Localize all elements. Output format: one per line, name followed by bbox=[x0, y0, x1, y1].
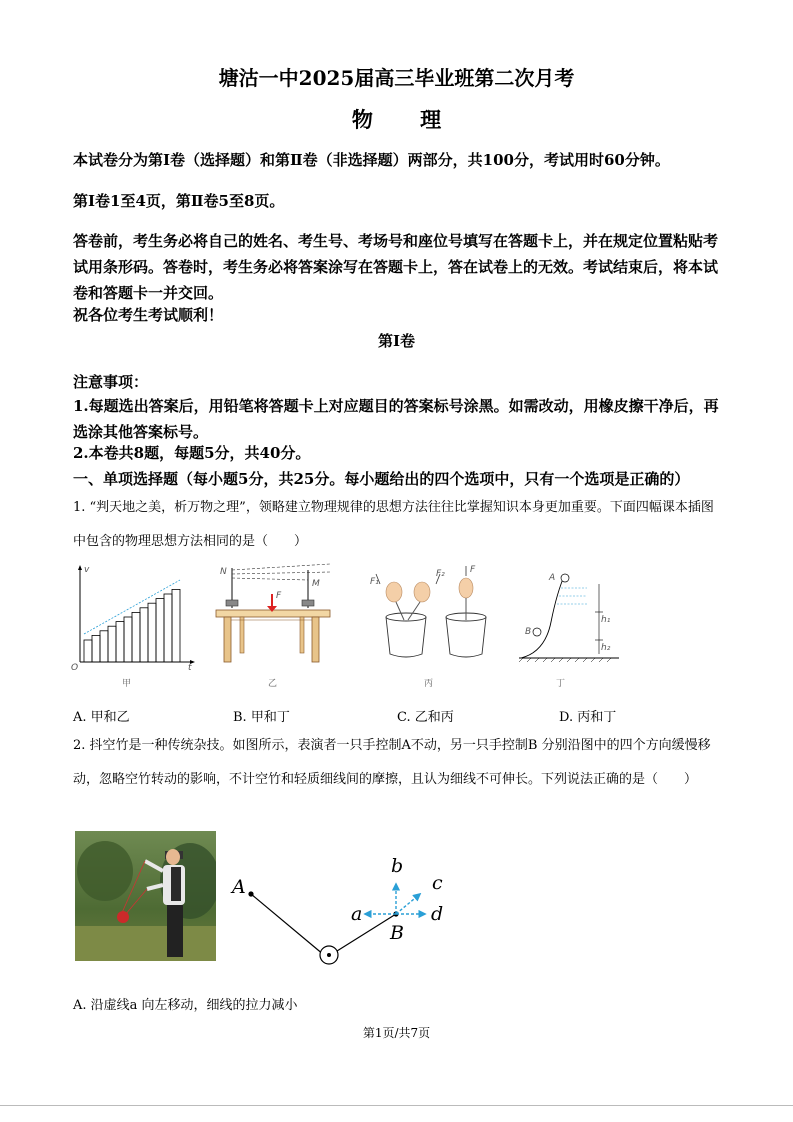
part-1-heading: 一、单项选择题（每小题5分，共25分。每小题给出的四个选项中，只有一个选项是正确的） bbox=[73, 470, 690, 488]
question-2-stem: 2. 抖空竹是一种传统杂技。如图所示，表演者一只手控制A不动，另一只手控制B 分别沿图中的四个方向缓慢移动，忽略空竹转动的影响，不计空竹和轻质细线间的摩擦，且认为细线不可伸长。下列说法正确的是（ ） bbox=[73, 738, 711, 787]
q1-option-b[interactable]: B. 甲和丁 bbox=[233, 710, 290, 725]
note-1: 1.每题选出答案后，用铅笔将答题卡上对应题目的答案标号涂黑。如需改动，用橡皮擦干净后，再选涂其他答案标号。 bbox=[73, 397, 719, 441]
figure-yi-label: 乙 bbox=[268, 679, 278, 689]
svg-text:F: F bbox=[276, 591, 282, 601]
notes-title: 注意事项： bbox=[73, 373, 149, 391]
svg-text:h₁: h₁ bbox=[601, 615, 611, 625]
label-c-direction: c bbox=[432, 872, 443, 894]
fig-jia-bar bbox=[124, 617, 132, 662]
section-heading: 第Ⅰ卷 bbox=[377, 332, 416, 350]
svg-text:F: F bbox=[470, 565, 476, 575]
fig-jia-bar bbox=[132, 612, 140, 662]
svg-text:t: t bbox=[188, 663, 192, 670]
fig-jia-bar bbox=[108, 626, 116, 662]
fig-jia-bar bbox=[172, 589, 180, 662]
page-number: 第1页/共7页 bbox=[362, 1026, 431, 1040]
figure-yi bbox=[212, 560, 334, 666]
q1-option-d[interactable]: D. 丙和丁 bbox=[559, 710, 617, 725]
label-a-point: A bbox=[232, 876, 246, 898]
arrow-c bbox=[396, 894, 420, 914]
svg-text:B: B bbox=[525, 627, 532, 637]
string-right bbox=[337, 914, 396, 951]
svg-text:h₂: h₂ bbox=[601, 643, 611, 653]
figure-ding bbox=[515, 562, 625, 664]
figure-bing-label: 丙 bbox=[424, 679, 434, 689]
label-d-direction: d bbox=[431, 903, 444, 925]
fig-jia-bar bbox=[116, 622, 124, 662]
q1-option-c[interactable]: C. 乙和丙 bbox=[397, 710, 454, 725]
figure-jia bbox=[70, 562, 200, 670]
svg-text:N: N bbox=[220, 567, 227, 577]
fig-jia-bars bbox=[84, 589, 180, 662]
figure-ding-label: 丁 bbox=[556, 679, 566, 689]
svg-text:M: M bbox=[312, 579, 320, 589]
fig-jia-bar bbox=[164, 594, 172, 662]
svg-text:v: v bbox=[84, 565, 90, 575]
label-b-point: B bbox=[390, 922, 404, 944]
exam-title: 塘沽一中2025届高三毕业班第二次月考 bbox=[218, 66, 575, 90]
fig-jia-bar bbox=[84, 640, 92, 662]
fig-jia-bar bbox=[156, 599, 164, 662]
intro-line-1: 本试卷分为第Ⅰ卷（选择题）和第Ⅱ卷（非选择题）两部分，共100分，考试用时60分钟。 bbox=[73, 151, 670, 169]
diabolo-photo bbox=[75, 831, 216, 961]
fig-jia-bar bbox=[92, 635, 100, 662]
svg-text:F₁: F₁ bbox=[370, 577, 379, 587]
question-1-stem: 1. “判天地之美，析万物之理”，领略建立物理规律的思想方法往往比掌握知识本身更加重要。下面四幅课本插图中包含的物理思想方法相同的是（ ） bbox=[73, 500, 714, 549]
figure-bing bbox=[366, 562, 494, 662]
label-a-direction: a bbox=[351, 903, 363, 925]
page-bottom-rule bbox=[0, 1105, 793, 1106]
fig-jia-bar bbox=[100, 631, 108, 662]
fig-jia-bar bbox=[140, 608, 148, 662]
subject-title: 物 理 bbox=[351, 107, 462, 132]
svg-text:A: A bbox=[549, 573, 556, 583]
diabolo-diagram bbox=[225, 852, 455, 972]
figure-jia-label: 甲 bbox=[122, 679, 132, 689]
svg-text:F₂: F₂ bbox=[436, 569, 445, 579]
fig-jia-bar bbox=[148, 603, 156, 662]
intro-line-4: 祝各位考生考试顺利！ bbox=[73, 306, 224, 324]
intro-line-3: 答卷前，考生务必将自己的姓名、考生号、考场号和座位号填写在答题卡上，并在规定位置粘贴考试用条形码。答卷时，考生务必将答案涂写在答题卡上，答在试卷上的无效。考试结束后，将本试卷和答题卡一并交回。 bbox=[73, 232, 719, 302]
q1-option-a[interactable]: A. 甲和乙 bbox=[73, 710, 130, 725]
string-left bbox=[251, 894, 324, 955]
note-2: 2.本卷共8题，每题5分，共40分。 bbox=[73, 444, 311, 462]
svg-text:O: O bbox=[71, 663, 79, 670]
intro-line-2: 第Ⅰ卷1至4页，第Ⅱ卷5至8页。 bbox=[73, 192, 285, 210]
label-b-direction: b bbox=[391, 855, 404, 877]
q2-option-a[interactable]: A. 沿虚线a 向左移动，细线的拉力减小 bbox=[73, 998, 298, 1013]
